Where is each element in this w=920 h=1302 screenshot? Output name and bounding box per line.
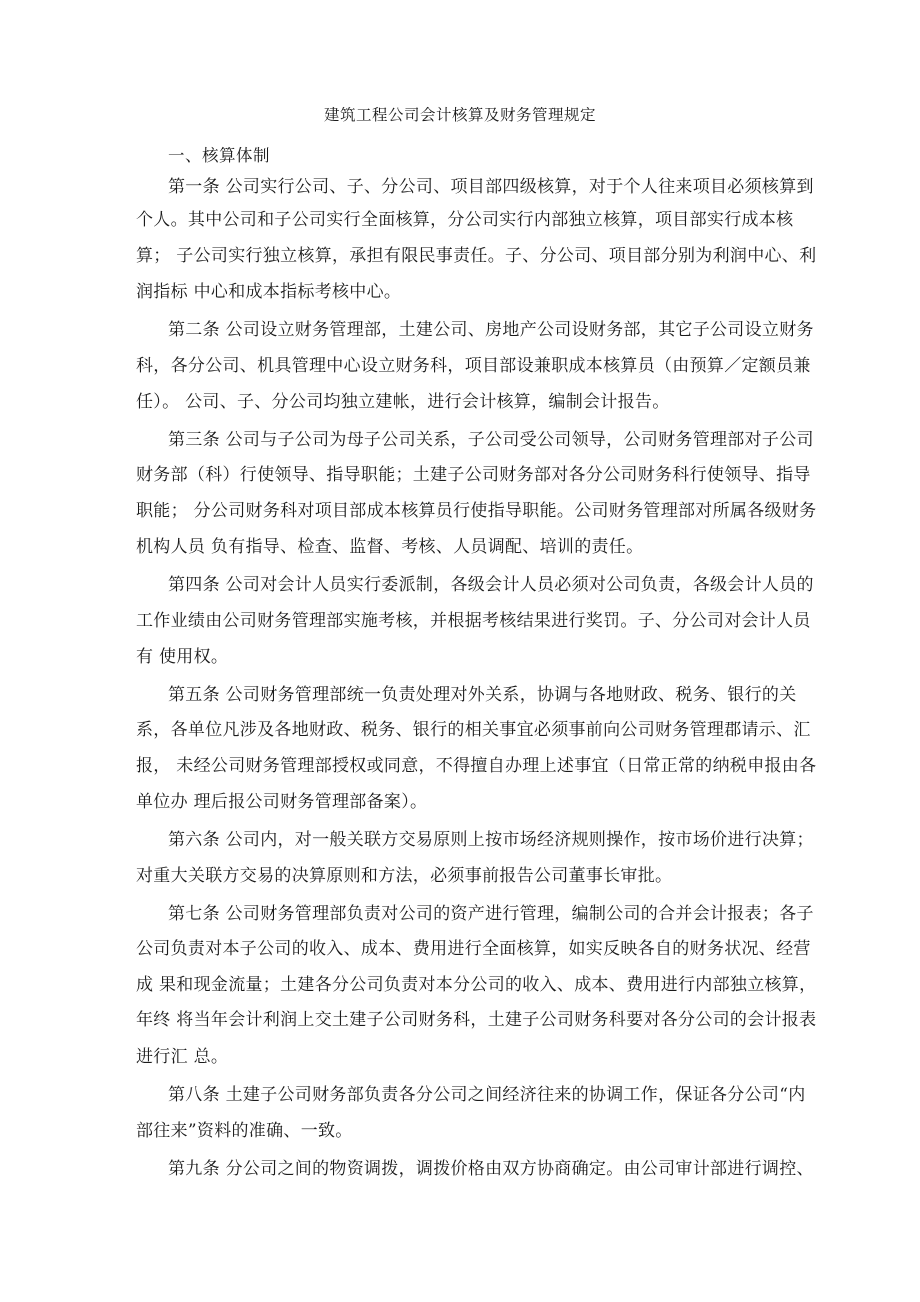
text-line: 报， 未经公司财务管理部授权或同意，不得擅自办理上述事宜（日常正常的纳税申报由各 bbox=[136, 756, 817, 776]
text-line: 任）。 公司、子、分公司均独立建帐，进行会计核算，编制会计报告。 bbox=[136, 392, 670, 412]
text-line: 公司负责对本子公司的收入、成本、费用进行全面核算，如实反映各自的财务状况、经营 bbox=[136, 939, 811, 959]
text-line: 第四条 公司对会计人员实行委派制，各级会计人员必须对公司负责，各级会计人员的 bbox=[168, 575, 814, 595]
text-line: 第一条 公司实行公司、子、分公司、项目部四级核算，对于个人往来项目必须核算到 bbox=[168, 177, 814, 197]
text-line: 第五条 公司财务管理部统一负责处理对外关系，协调与各地财政、税务、银行的关 bbox=[168, 685, 797, 705]
text-line: 有 使用权。 bbox=[136, 647, 229, 667]
text-line: 系，各单位凡涉及各地财政、税务、银行的相关事宜必须事前向公司财务管理郡请示、汇 bbox=[136, 720, 811, 740]
text-line: 部往来”资料的准确、一致。 bbox=[136, 1121, 353, 1141]
text-line: 第二条 公司设立财务管理部，土建公司、房地产公司设财务部，其它子公司设立财务 bbox=[168, 320, 814, 340]
text-line: 第六条 公司内，对一般关联方交易原则上按市场经济规则操作，按市场价进行决算； bbox=[168, 830, 814, 850]
text-line: 第九条 分公司之间的物资调拨，调拨价格由双方协商确定。由公司审计部进行调控、 bbox=[168, 1159, 814, 1179]
text-line: 个人。其中公司和子公司实行全面核算，分公司实行内部独立核算，项目部实行成本核 bbox=[136, 210, 794, 230]
text-line: 算； 子公司实行独立核算，承担有限民事责任。子、分公司、项目部分别为利润中心、利 bbox=[136, 246, 817, 266]
text-line: 成 果和现金流量；土建各分公司负责对本分公司的收入、成本、费用进行内部独立核算， bbox=[136, 975, 817, 995]
section-heading: 一、核算体制 bbox=[168, 146, 270, 165]
text-line: 第八条 土建子公司财务部负责各分公司之间经济往来的协调工作，保证各分公司“内 bbox=[168, 1085, 806, 1105]
text-line: 第七条 公司财务管理部负责对公司的资产进行管理，编制公司的合并会计报表；各子 bbox=[168, 904, 814, 924]
text-line: 工作业绩由公司财务管理部实施考核，并根据考核结果进行奖罚。子、分公司对会计人员 bbox=[136, 611, 811, 631]
text-line: 科，各分公司、机具管理中心设立财务科，项目部设兼职成本核算员（由预算／定额员兼 bbox=[136, 356, 811, 376]
text-line: 进行汇 总。 bbox=[136, 1047, 229, 1067]
text-line: 对重大关联方交易的决算原则和方法，必须事前报告公司董事长审批。 bbox=[136, 866, 673, 886]
text-line: 职能； 分公司财务科对项目部成本核算员行使指导职能。公司财务管理部对所属各级财务 bbox=[136, 501, 817, 521]
text-line: 机构人员 负有指导、检查、监督、考核、人员调配、培训的责任。 bbox=[136, 537, 644, 557]
text-line: 润指标 中心和成本指标考核中心。 bbox=[136, 282, 402, 302]
text-line: 第三条 公司与子公司为母子公司关系，子公司受公司领导，公司财务管理部对子公司 bbox=[168, 430, 814, 450]
text-line: 年终 将当年会计利润上交土建子公司财务科，土建子公司财务科要对各分公司的会计报表 bbox=[136, 1010, 817, 1030]
text-line: 财务部（科）行使领导、指导职能；土建子公司财务部对各分公司财务科行使领导、指导 bbox=[136, 465, 811, 485]
document-title: 建筑工程公司会计核算及财务管理规定 bbox=[323, 106, 596, 124]
text-line: 单位办 理后报公司财务管理部备案）。 bbox=[136, 792, 428, 812]
